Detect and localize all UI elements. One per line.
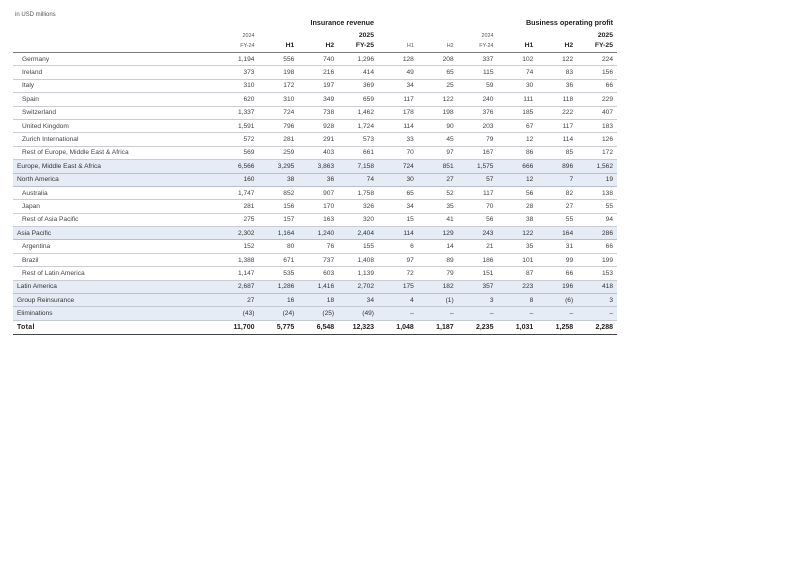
header-group-row bbox=[13, 13, 617, 27]
total-label: Total bbox=[13, 320, 219, 334]
table-cell: 286 bbox=[577, 227, 617, 240]
table-cell: 33 bbox=[378, 133, 418, 146]
table-cell: 203 bbox=[458, 119, 498, 132]
table-cell: 65 bbox=[418, 66, 458, 79]
total-cell: 6,548 bbox=[298, 320, 338, 334]
row-label: Group Reinsurance bbox=[13, 294, 219, 307]
row-label: Germany bbox=[13, 53, 219, 66]
region-total-row bbox=[13, 173, 617, 186]
table-cell: 573 bbox=[338, 133, 378, 146]
table-cell: 1,758 bbox=[338, 186, 378, 199]
table-cell: 671 bbox=[258, 253, 298, 266]
column-header: H1 bbox=[258, 39, 298, 53]
table-cell: 118 bbox=[537, 93, 577, 106]
table-cell: 34 bbox=[378, 79, 418, 92]
table-cell: 21 bbox=[458, 240, 498, 253]
table-cell: 620 bbox=[219, 93, 259, 106]
table-cell: 56 bbox=[458, 213, 498, 226]
table-cell: 185 bbox=[497, 106, 537, 119]
table-cell: 369 bbox=[338, 79, 378, 92]
table-cell: – bbox=[418, 307, 458, 320]
table-cell: 156 bbox=[577, 66, 617, 79]
table-cell: 97 bbox=[378, 253, 418, 266]
table-cell: 603 bbox=[298, 267, 338, 280]
table-cell: 6,566 bbox=[219, 160, 259, 173]
table-cell: 175 bbox=[378, 280, 418, 293]
table-cell: 243 bbox=[458, 227, 498, 240]
total-cell: 5,775 bbox=[258, 320, 298, 334]
table-cell: 851 bbox=[418, 160, 458, 173]
column-header: H2 bbox=[298, 39, 338, 53]
table-cell: 737 bbox=[298, 253, 338, 266]
table-row bbox=[13, 133, 617, 146]
table-cell: 724 bbox=[258, 106, 298, 119]
table-cell: 74 bbox=[497, 66, 537, 79]
table-cell: 66 bbox=[537, 267, 577, 280]
table-cell: 52 bbox=[418, 186, 458, 199]
table-cell: 99 bbox=[537, 253, 577, 266]
table-cell: 27 bbox=[219, 294, 259, 307]
table-cell: 167 bbox=[458, 146, 498, 159]
table-cell: 27 bbox=[418, 173, 458, 186]
table-cell: 1,286 bbox=[258, 280, 298, 293]
row-label: Latin America bbox=[13, 280, 219, 293]
table-cell: 76 bbox=[298, 240, 338, 253]
table-cell: 208 bbox=[418, 53, 458, 66]
row-label: Spain bbox=[13, 93, 219, 106]
table-cell: 1,408 bbox=[338, 253, 378, 266]
table-cell: 1,747 bbox=[219, 186, 259, 199]
table-row bbox=[13, 106, 617, 119]
table-cell: 229 bbox=[577, 93, 617, 106]
table-cell: 122 bbox=[418, 93, 458, 106]
table-cell: – bbox=[378, 307, 418, 320]
total-cell: 12,323 bbox=[338, 320, 378, 334]
table-cell: 3 bbox=[577, 294, 617, 307]
insurance-revenue-header: Insurance revenue bbox=[310, 18, 374, 27]
row-label: Switzerland bbox=[13, 106, 219, 119]
table-cell: 310 bbox=[219, 79, 259, 92]
table-cell: 55 bbox=[577, 200, 617, 213]
table-cell: 170 bbox=[298, 200, 338, 213]
table-cell: 66 bbox=[577, 79, 617, 92]
table-cell: 178 bbox=[378, 106, 418, 119]
table-cell: – bbox=[577, 307, 617, 320]
table-cell: 403 bbox=[298, 146, 338, 159]
row-label: Asia Pacific bbox=[13, 227, 219, 240]
table-cell: 907 bbox=[298, 186, 338, 199]
table-cell: 115 bbox=[458, 66, 498, 79]
table-cell: 281 bbox=[258, 133, 298, 146]
row-label: Rest of Europe, Middle East & Africa bbox=[13, 146, 219, 159]
table-cell: 1,337 bbox=[219, 106, 259, 119]
table-row bbox=[13, 66, 617, 79]
table-cell: 28 bbox=[497, 200, 537, 213]
table-cell: 1,296 bbox=[338, 53, 378, 66]
table-cell: 27 bbox=[537, 200, 577, 213]
table-row bbox=[13, 200, 617, 213]
total-cell: 1,031 bbox=[497, 320, 537, 334]
table-cell: 35 bbox=[497, 240, 537, 253]
table-cell: 114 bbox=[537, 133, 577, 146]
table-cell: 3,863 bbox=[298, 160, 338, 173]
table-cell: 157 bbox=[258, 213, 298, 226]
business-operating-profit-header: Business operating profit bbox=[525, 18, 613, 27]
table-cell: 172 bbox=[258, 79, 298, 92]
table-cell: 407 bbox=[577, 106, 617, 119]
table-cell: (24) bbox=[258, 307, 298, 320]
table-cell: 724 bbox=[378, 160, 418, 173]
table-row bbox=[13, 213, 617, 226]
table-cell: 337 bbox=[458, 53, 498, 66]
table-cell: 97 bbox=[418, 146, 458, 159]
table-cell: 86 bbox=[497, 146, 537, 159]
column-header: H1 bbox=[497, 39, 537, 53]
table-cell: 1,724 bbox=[338, 119, 378, 132]
row-label: Ireland bbox=[13, 66, 219, 79]
row-label: Brazil bbox=[13, 253, 219, 266]
total-cell: 2,288 bbox=[577, 320, 617, 334]
table-cell: 79 bbox=[458, 133, 498, 146]
table-cell: (25) bbox=[298, 307, 338, 320]
table-cell: 1,194 bbox=[219, 53, 259, 66]
table-cell: 1,462 bbox=[338, 106, 378, 119]
table-cell: 79 bbox=[418, 267, 458, 280]
table-cell: 41 bbox=[418, 213, 458, 226]
table-cell: 349 bbox=[298, 93, 338, 106]
table-cell: 1,147 bbox=[219, 267, 259, 280]
table-cell: 80 bbox=[258, 240, 298, 253]
table-cell: 111 bbox=[497, 93, 537, 106]
column-header: FY-25 bbox=[338, 39, 378, 53]
table-cell: 3,295 bbox=[258, 160, 298, 173]
year-current-insurance: 2025 bbox=[358, 32, 374, 39]
table-cell: 172 bbox=[577, 146, 617, 159]
table-cell: 155 bbox=[338, 240, 378, 253]
table-cell: 223 bbox=[497, 280, 537, 293]
table-cell: 535 bbox=[258, 267, 298, 280]
table-row bbox=[13, 294, 617, 307]
header-year-row bbox=[13, 27, 617, 39]
table-row bbox=[13, 240, 617, 253]
total-cell: 1,187 bbox=[418, 320, 458, 334]
table-cell: 2,302 bbox=[219, 227, 259, 240]
table-cell: 18 bbox=[298, 294, 338, 307]
table-cell: 36 bbox=[298, 173, 338, 186]
total-cell: 2,235 bbox=[458, 320, 498, 334]
table-cell: 36 bbox=[537, 79, 577, 92]
table-row bbox=[13, 79, 617, 92]
table-cell: 14 bbox=[418, 240, 458, 253]
total-cell: 1,258 bbox=[537, 320, 577, 334]
table-cell: 156 bbox=[258, 200, 298, 213]
table-cell: 153 bbox=[577, 267, 617, 280]
table-row bbox=[13, 119, 617, 132]
table-row bbox=[13, 253, 617, 266]
table-cell: 659 bbox=[338, 93, 378, 106]
table-cell: 240 bbox=[458, 93, 498, 106]
table-cell: 291 bbox=[298, 133, 338, 146]
row-label: Eliminations bbox=[13, 307, 219, 320]
table-cell: 310 bbox=[258, 93, 298, 106]
table-cell: 35 bbox=[418, 200, 458, 213]
table-cell: 16 bbox=[258, 294, 298, 307]
table-cell: 326 bbox=[338, 200, 378, 213]
table-cell: 199 bbox=[577, 253, 617, 266]
table-cell: 183 bbox=[577, 119, 617, 132]
table-cell: 197 bbox=[298, 79, 338, 92]
table-cell: 2,687 bbox=[219, 280, 259, 293]
table-cell: 198 bbox=[418, 106, 458, 119]
row-label: North America bbox=[13, 173, 219, 186]
table-cell: 66 bbox=[577, 240, 617, 253]
total-row bbox=[13, 320, 617, 334]
table-cell: 1,139 bbox=[338, 267, 378, 280]
table-cell: – bbox=[537, 307, 577, 320]
table-cell: 34 bbox=[378, 200, 418, 213]
region-total-row bbox=[13, 160, 617, 173]
table-cell: 222 bbox=[537, 106, 577, 119]
table-cell: (43) bbox=[219, 307, 259, 320]
row-label: Japan bbox=[13, 200, 219, 213]
table-cell: 15 bbox=[378, 213, 418, 226]
table-cell: 122 bbox=[497, 227, 537, 240]
table-cell: 90 bbox=[418, 119, 458, 132]
table-cell: 31 bbox=[537, 240, 577, 253]
table-cell: 281 bbox=[219, 200, 259, 213]
table-row bbox=[13, 307, 617, 320]
table-cell: 1,416 bbox=[298, 280, 338, 293]
table-cell: 373 bbox=[219, 66, 259, 79]
row-label: Zurich International bbox=[13, 133, 219, 146]
table-cell: 128 bbox=[378, 53, 418, 66]
table-cell: 117 bbox=[537, 119, 577, 132]
year-current-profit: 2025 bbox=[597, 32, 613, 39]
table-cell: 114 bbox=[378, 119, 418, 132]
table-cell: 117 bbox=[378, 93, 418, 106]
table-cell: 19 bbox=[577, 173, 617, 186]
table-cell: 216 bbox=[298, 66, 338, 79]
table-cell: 6 bbox=[378, 240, 418, 253]
table-cell: 259 bbox=[258, 146, 298, 159]
table-cell: 82 bbox=[537, 186, 577, 199]
table-cell: 666 bbox=[497, 160, 537, 173]
total-cell: 11,700 bbox=[219, 320, 259, 334]
table-cell: 796 bbox=[258, 119, 298, 132]
column-header: FY-25 bbox=[577, 39, 617, 53]
table-cell: 94 bbox=[577, 213, 617, 226]
table-cell: (6) bbox=[537, 294, 577, 307]
region-total-row bbox=[13, 280, 617, 293]
table-cell: 138 bbox=[577, 186, 617, 199]
table-cell: 7,158 bbox=[338, 160, 378, 173]
unit-note: in USD millions bbox=[15, 12, 56, 18]
table-cell: 569 bbox=[219, 146, 259, 159]
table-cell: 224 bbox=[577, 53, 617, 66]
year-prior-profit: 2024 bbox=[481, 33, 494, 39]
table-cell: 3 bbox=[458, 294, 498, 307]
table-cell: 376 bbox=[458, 106, 498, 119]
table-cell: 49 bbox=[378, 66, 418, 79]
table-row bbox=[13, 53, 617, 66]
table-row bbox=[13, 146, 617, 159]
column-header-row bbox=[13, 39, 617, 53]
table-cell: 160 bbox=[219, 173, 259, 186]
table-cell: 151 bbox=[458, 267, 498, 280]
row-label: Italy bbox=[13, 79, 219, 92]
table-cell: 89 bbox=[418, 253, 458, 266]
table-cell: 102 bbox=[497, 53, 537, 66]
table-cell: 12 bbox=[497, 173, 537, 186]
row-label: Europe, Middle East & Africa bbox=[13, 160, 219, 173]
table-cell: 738 bbox=[298, 106, 338, 119]
year-prior-insurance: 2024 bbox=[242, 33, 255, 39]
table-cell: 896 bbox=[537, 160, 577, 173]
table-cell: 70 bbox=[458, 200, 498, 213]
table-cell: 67 bbox=[497, 119, 537, 132]
table-cell: 414 bbox=[338, 66, 378, 79]
table-cell: – bbox=[497, 307, 537, 320]
table-cell: 1,591 bbox=[219, 119, 259, 132]
results-table bbox=[13, 13, 617, 335]
row-label: Rest of Latin America bbox=[13, 267, 219, 280]
table-cell: (1) bbox=[418, 294, 458, 307]
table-cell: – bbox=[458, 307, 498, 320]
table-cell: 45 bbox=[418, 133, 458, 146]
table-cell: 1,240 bbox=[298, 227, 338, 240]
table-cell: 30 bbox=[497, 79, 537, 92]
table-cell: 55 bbox=[537, 213, 577, 226]
table-cell: 198 bbox=[258, 66, 298, 79]
table-cell: 1,562 bbox=[577, 160, 617, 173]
table-cell: 320 bbox=[338, 213, 378, 226]
table-cell: 87 bbox=[497, 267, 537, 280]
table-cell: 122 bbox=[537, 53, 577, 66]
table-row bbox=[13, 93, 617, 106]
table-cell: 418 bbox=[577, 280, 617, 293]
table-cell: 83 bbox=[537, 66, 577, 79]
column-header: H2 bbox=[537, 39, 577, 53]
table-cell: 152 bbox=[219, 240, 259, 253]
column-header: H2 bbox=[418, 39, 458, 53]
table-cell: 101 bbox=[497, 253, 537, 266]
table-cell: 186 bbox=[458, 253, 498, 266]
table-cell: 163 bbox=[298, 213, 338, 226]
table-cell: 164 bbox=[537, 227, 577, 240]
table-cell: 74 bbox=[338, 173, 378, 186]
table-cell: 661 bbox=[338, 146, 378, 159]
table-cell: 57 bbox=[458, 173, 498, 186]
table-cell: (49) bbox=[338, 307, 378, 320]
table-cell: 8 bbox=[497, 294, 537, 307]
column-header: H1 bbox=[378, 39, 418, 53]
table-cell: 59 bbox=[458, 79, 498, 92]
table-cell: 117 bbox=[458, 186, 498, 199]
table-cell: 129 bbox=[418, 227, 458, 240]
table-cell: 114 bbox=[378, 227, 418, 240]
total-cell: 1,048 bbox=[378, 320, 418, 334]
table-cell: 852 bbox=[258, 186, 298, 199]
table-cell: 4 bbox=[378, 294, 418, 307]
row-label: Argentina bbox=[13, 240, 219, 253]
table-cell: 1,575 bbox=[458, 160, 498, 173]
table-cell: 25 bbox=[418, 79, 458, 92]
table-cell: 30 bbox=[378, 173, 418, 186]
table-cell: 572 bbox=[219, 133, 259, 146]
table-cell: 70 bbox=[378, 146, 418, 159]
table-cell: 196 bbox=[537, 280, 577, 293]
table-cell: 740 bbox=[298, 53, 338, 66]
table-cell: 56 bbox=[497, 186, 537, 199]
table-cell: 126 bbox=[577, 133, 617, 146]
table-cell: 72 bbox=[378, 267, 418, 280]
table-cell: 928 bbox=[298, 119, 338, 132]
table-cell: 65 bbox=[378, 186, 418, 199]
table-cell: 38 bbox=[497, 213, 537, 226]
table-row bbox=[13, 267, 617, 280]
table-cell: 38 bbox=[258, 173, 298, 186]
table-cell: 275 bbox=[219, 213, 259, 226]
table-cell: 34 bbox=[338, 294, 378, 307]
row-label: Rest of Asia Pacific bbox=[13, 213, 219, 226]
table-cell: 12 bbox=[497, 133, 537, 146]
table-cell: 1,388 bbox=[219, 253, 259, 266]
column-header: FY-24 bbox=[219, 39, 259, 53]
table-cell: 556 bbox=[258, 53, 298, 66]
table-cell: 7 bbox=[537, 173, 577, 186]
table-cell: 2,702 bbox=[338, 280, 378, 293]
table-row bbox=[13, 186, 617, 199]
column-header: FY-24 bbox=[458, 39, 498, 53]
table-cell: 85 bbox=[537, 146, 577, 159]
row-label: Australia bbox=[13, 186, 219, 199]
table-cell: 1,164 bbox=[258, 227, 298, 240]
region-total-row bbox=[13, 227, 617, 240]
table-cell: 182 bbox=[418, 280, 458, 293]
row-label: United Kingdom bbox=[13, 119, 219, 132]
table-cell: 357 bbox=[458, 280, 498, 293]
table-cell: 2,404 bbox=[338, 227, 378, 240]
